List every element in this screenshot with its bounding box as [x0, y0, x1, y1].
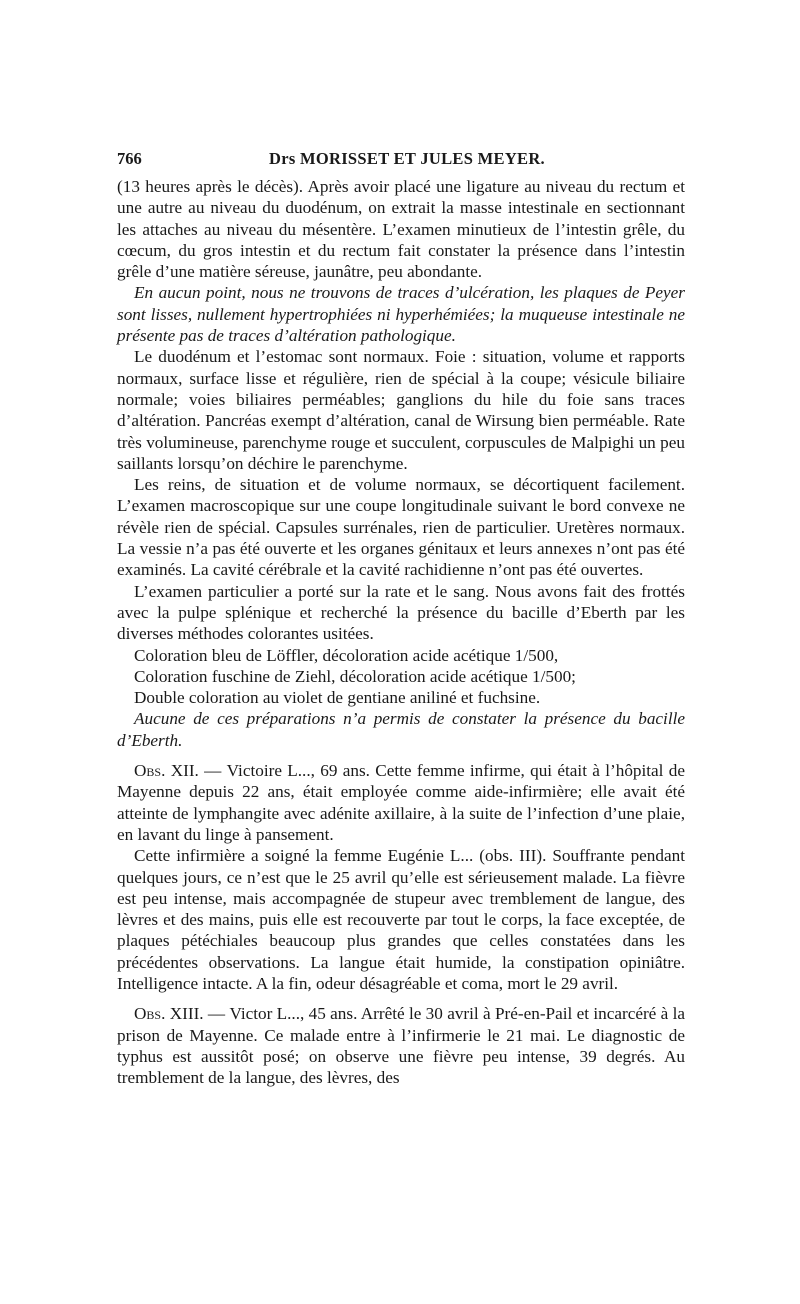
staining-method-loffler: Coloration bleu de Löffler, décoloration acide acétique 1/500, — [134, 645, 559, 665]
paragraph-spleen-blood: L’examen particulier a porté sur la rate et le sang. Nous avons fait des frottés avec la pulpe splénique et recherché la présence du bacille d’Eberth par les diverses méthodes colorantes usitées. — [117, 581, 685, 644]
paragraph-autopsy-intestine: (13 heures après le décès). Après avoir placé une ligature au niveau du rectum et une autre au niveau du duodénum, on extrait la masse intestinale en sectionnant les attaches au niveau du mésentère. L’examen minutieux de l’intestin grêle, du cœcum, du gros intestin et du rectum fait constater la présence dans l’intestin grêle d’une matière séreuse, jaunâtre, peu abondante. — [117, 177, 685, 282]
observation-text: Victor L..., 45 ans. Arrêté le 30 avril à Pré-en-Pail et incarcéré à la prison de Mayenne. Ce malade entre à l’infirmerie le 21 mai. Le diagnostic de typhus est aussitôt posé; on observe une fièvre peu intense, 39 degrés. Au tremblement de la langue, des lèvres, des — [117, 1004, 685, 1088]
paragraph-organs: Le duodénum et l’estomac sont normaux. Foie : situation, volume et rapports normaux, surface lisse et régulière, rien de spécial à la coupe; vésicule biliaire normale; voies biliaires perméables; ganglions du hile du foie sans traces d’altération. Pancréas exempt d’altération, canal de Wirsung bien perméable. Rate très volumineuse, parenchyme rouge et succulent, corpuscules de Malpighi un peu saillants lorsqu’on déchire le parenchyme. — [117, 347, 685, 473]
page-number: 766 — [117, 149, 142, 168]
running-title: Drs MORISSET ET JULES MEYER. — [269, 149, 545, 168]
paragraph-no-eberth: Aucune de ces préparations n’a permis de constater la présence du bacille d’Eberth. — [117, 709, 685, 750]
paragraph-infirmiere: Cette infirmière a soigné la femme Eugénie L... (obs. III). Souffrante pendant quelques jours, ce n’est que le 25 avril qu’elle est sérieusement malade. La fièvre est peu intense, mais accompagnée de stupeur avec tremblement de langue, des lèvres et des mains, puis elle est recouverte par tout le corps, la face exceptée, de plaques pétéchiales beaucoup plus grandes que celles constatées dans les précédentes observations. La langue était humide, la constipation opiniâtre. Intelligence intacte. A la fin, odeur désagréable et coma, mort le 29 avril. — [117, 846, 685, 993]
observation-text: Victoire L..., 69 ans. Cette femme infirme, qui était à l’hôpital de Mayenne depuis 22 ans, était employée comme aide-infirmière; elle avait été atteinte de lymphangite avec adénite axillaire, à la suite de l’infection d’une plaie, en lavant du linge à pansement. — [117, 761, 685, 844]
paragraph-kidneys: Les reins, de situation et de volume normaux, se décortiquent facilement. L’examen macroscopique sur une coupe longitudinale suivant le bord convexe ne révèle rien de spécial. Capsules surrénales, rien de particulier. Uretères normaux. La vessie n’a pas été ouverte et les organes génitaux et leurs annexes n’ont pas été examinés. La cavité cérébrale et la cavité rachidienne n’ont pas été ouvertes. — [117, 475, 685, 580]
paragraph-no-ulceration: En aucun point, nous ne trouvons de traces d’ulcération, les plaques de Peyer sont lisses, nullement hypertrophiées ni hyperhémiées; la muqueuse intestinale ne présente pas de traces d’altération pathologique. — [117, 283, 685, 346]
observation-label: Obs. XII. — — [134, 761, 227, 781]
staining-method-double: Double coloration au violet de gentiane aniliné et fuchsine. — [134, 688, 541, 708]
observation-xii — [117, 760, 685, 845]
book-page — [117, 148, 685, 1088]
observation-xiii — [117, 1003, 685, 1088]
staining-method-ziehl: Coloration fuschine de Ziehl, décoloration acide acétique 1/500; — [134, 666, 576, 686]
observation-label: Obs. XIII. — — [134, 1004, 230, 1024]
running-head — [117, 148, 685, 172]
